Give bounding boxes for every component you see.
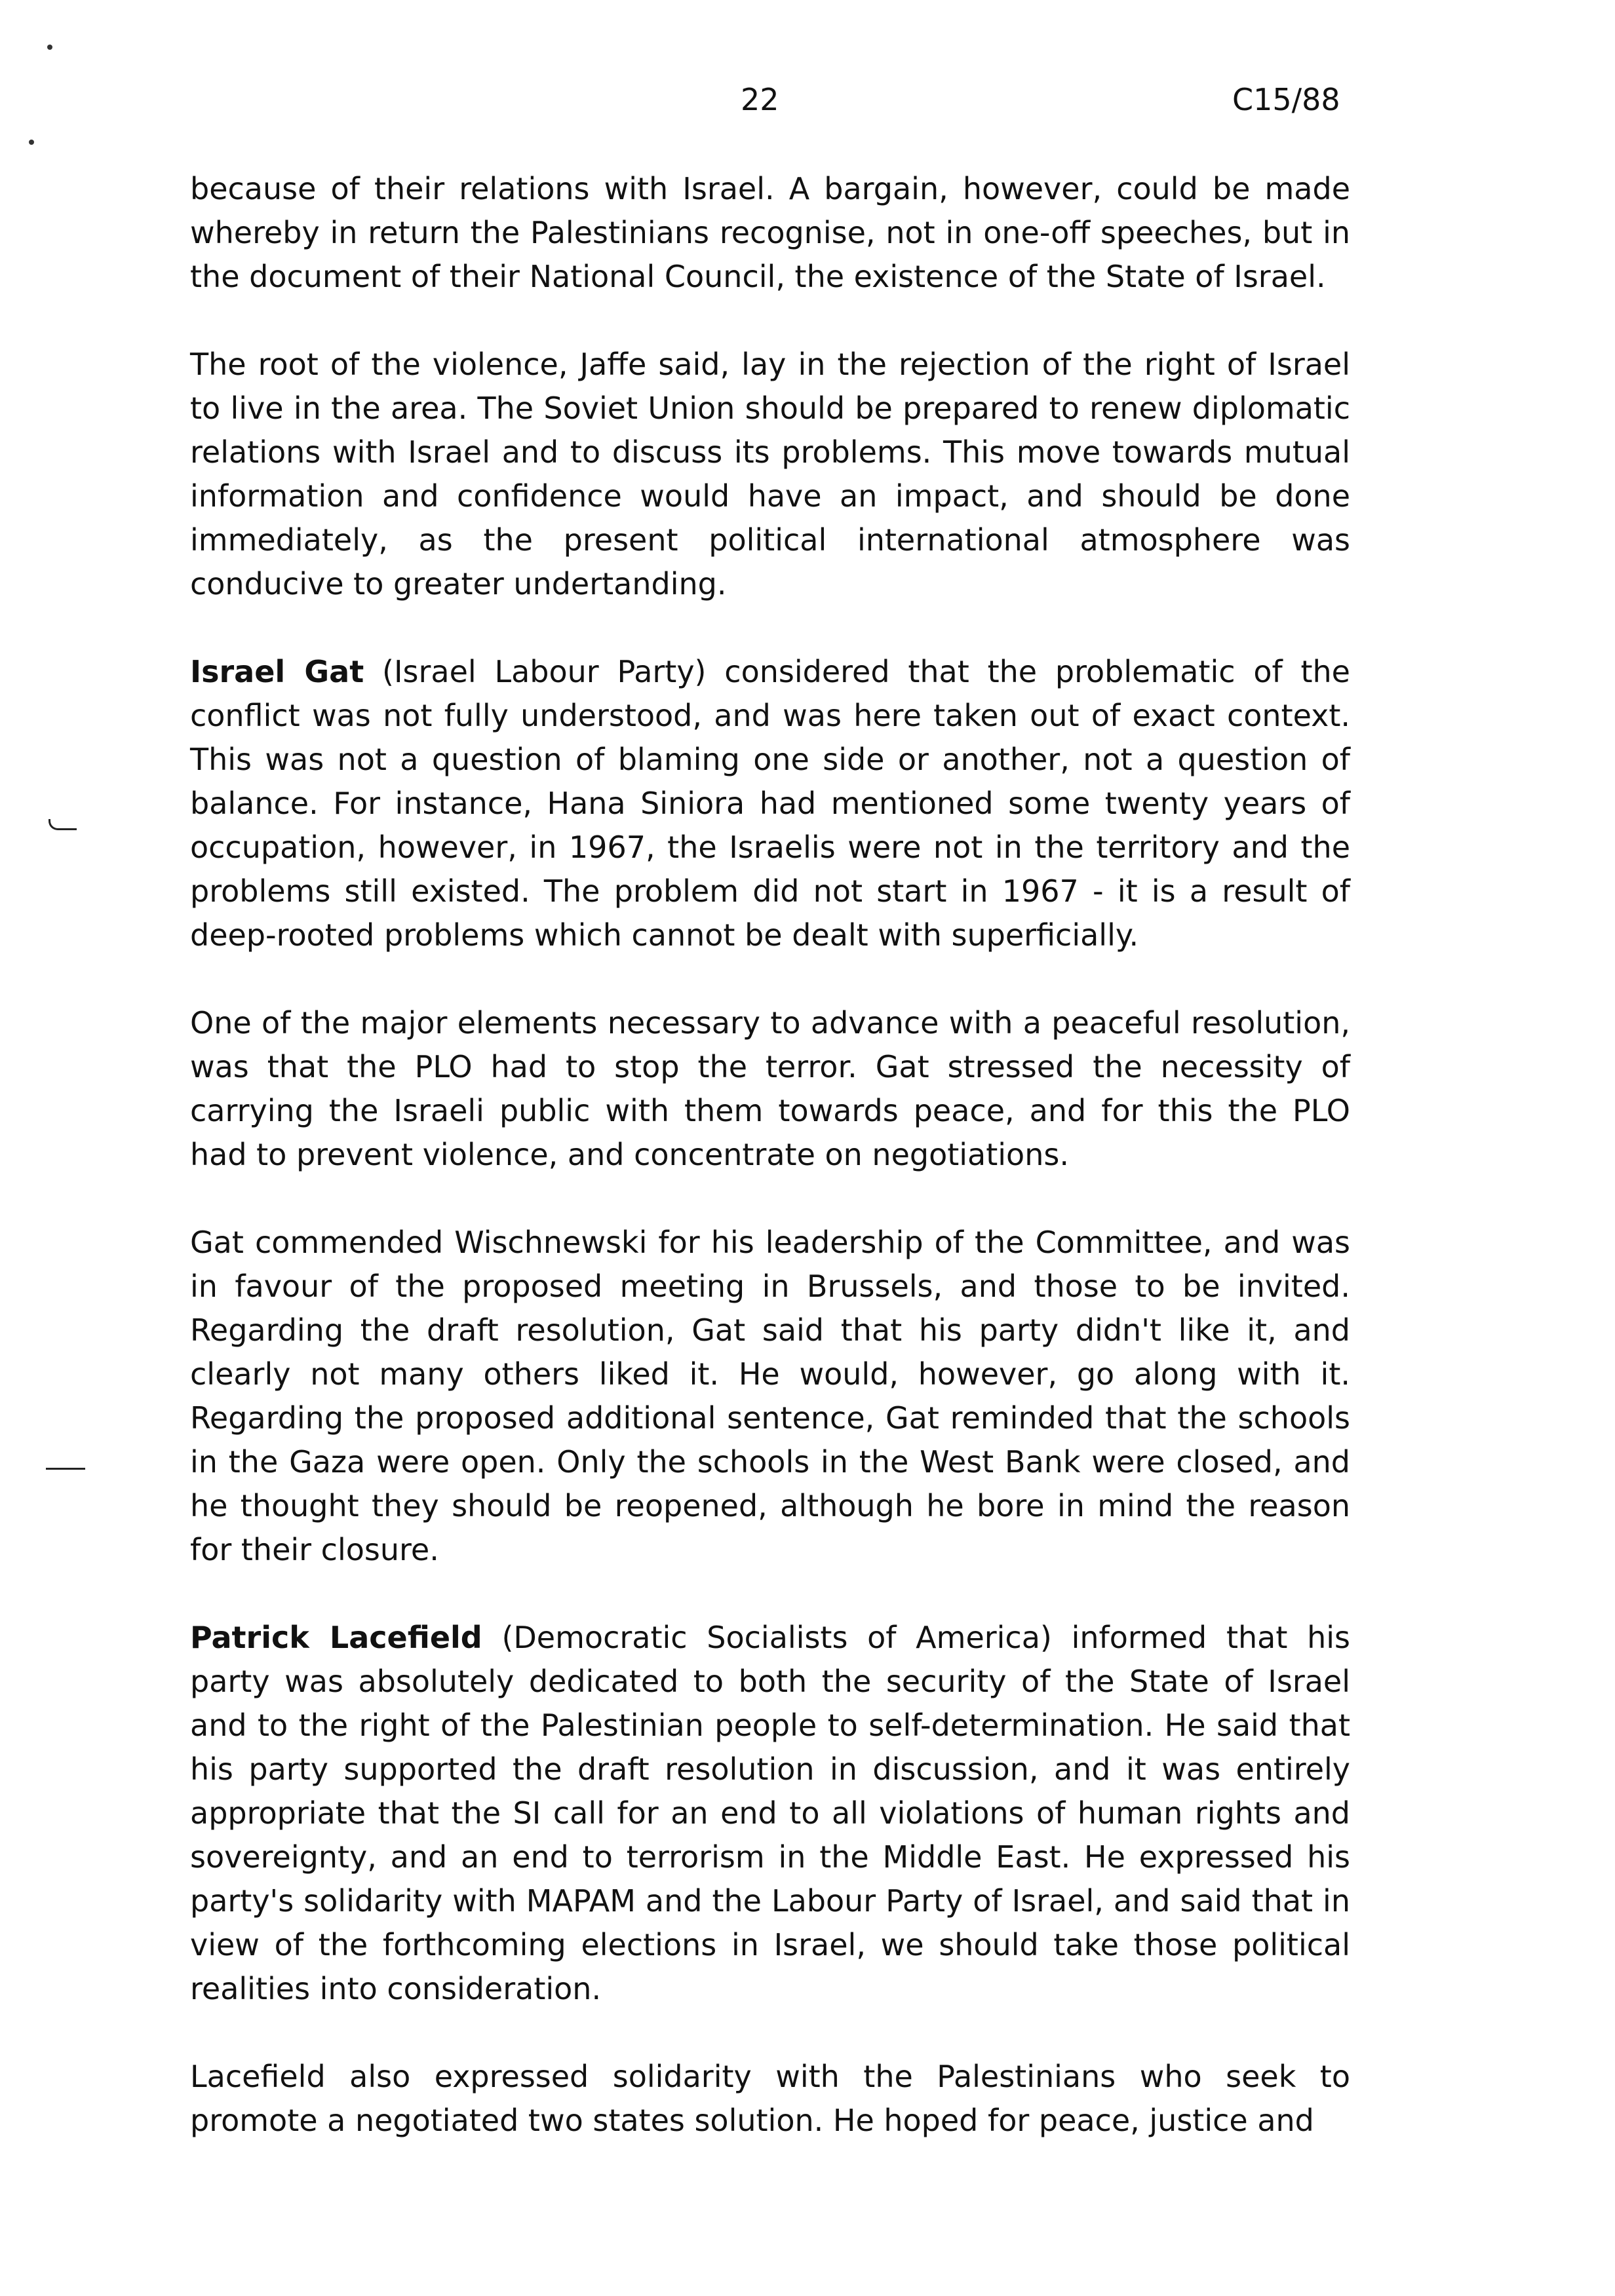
paragraph <box>190 2055 1350 2143</box>
paragraph <box>190 650 1350 957</box>
paragraph <box>190 1221 1350 1572</box>
paragraph <box>190 1001 1350 1177</box>
paragraph <box>190 343 1350 606</box>
paragraph-text: The root of the violence, Jaffe said, lay in the rejection of the right of Israel to live in the area. The Soviet Union should be prepared to renew diplomatic relations with Israel and to discuss its problems. This move towards mutual information and confidence would have an impact, and should be done immediately, as the present political international atmosphere was conducive to greater undertanding. <box>190 347 1350 602</box>
scan-speck <box>29 140 34 145</box>
paragraph <box>190 167 1350 299</box>
paragraph-text: (Israel Labour Party) considered that the problematic of the conflict was not fully understood, and was here taken out of exact context. This was not a question of blaming one side or another, not a question of balance. For instance, Hana Siniora had mentioned some twenty years of occupation, however, in 1967, the Israelis were not in the territory and the problems still existed. The problem did not start in 1967 - it is a result of deep-rooted problems which cannot be dealt with superficially. <box>190 654 1350 953</box>
paragraph-text: because of their relations with Israel. A bargain, however, could be made whereby in return the Palestinians recognise, not in one-off speeches, but in the document of their National Council, the existence of the State of Israel. <box>190 171 1350 294</box>
page-header <box>0 82 1615 121</box>
page-number: 22 <box>741 82 779 117</box>
document-body <box>190 167 1350 2143</box>
document-reference: C15/88 <box>1232 82 1340 117</box>
paragraph-text: (Democratic Socialists of America) informed that his party was absolutely dedicated to both the security of the State of Israel and to the right of the Palestinian people to self-determination. He said that his party supported the draft resolution in discussion, and it was entirely appropriate that the SI call for an end to all violations of human rights and sovereignty, and an end to terrorism in the Middle East. He expressed his party's solidarity with MAPAM and the Labour Party of Israel, and said that in view of the forthcoming elections in Israel, we should take those political realities into consideration. <box>190 1620 1350 2006</box>
speaker-name: Patrick Lacefield <box>190 1620 482 1655</box>
scan-speck <box>47 45 52 50</box>
margin-mark <box>46 1468 85 1470</box>
speaker-name: Israel Gat <box>190 654 364 689</box>
paragraph-text: Lacefield also expressed solidarity with the Palestinians who seek to promote a negotiated two states solution. He hoped for peace, justice and <box>190 2059 1350 2138</box>
paragraph <box>190 1616 1350 2011</box>
margin-mark <box>49 819 77 830</box>
paragraph-text: One of the major elements necessary to advance with a peaceful resolution, was that the PLO had to stop the terror. Gat stressed the necessity of carrying the Israeli public with them towards peace, and for this the PLO had to prevent violence, and concentrate on negotiations. <box>190 1005 1350 1172</box>
paragraph-text: Gat commended Wischnewski for his leadership of the Committee, and was in favour of the proposed meeting in Brussels, and those to be invited. Regarding the draft resolution, Gat said that his party didn't like it, and clearly not many others liked it. He would, however, go along with it. Regarding the proposed additional sentence, Gat reminded that the schools in the Gaza were open. Only the schools in the West Bank were closed, and he thought they should be reopened, although he bore in mind the reason for their closure. <box>190 1225 1350 1567</box>
